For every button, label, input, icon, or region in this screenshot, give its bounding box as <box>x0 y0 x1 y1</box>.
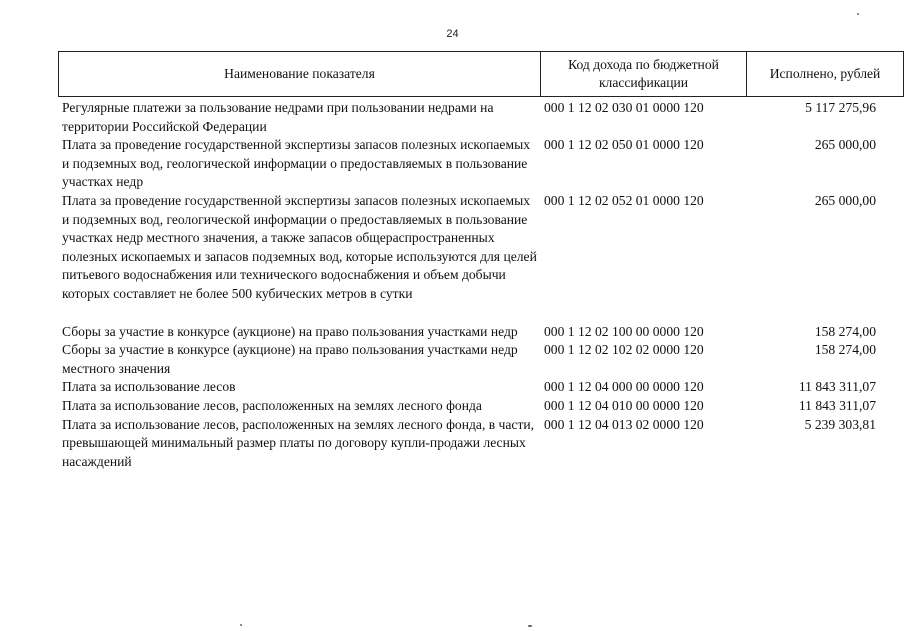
table-body <box>62 99 876 471</box>
row-amount: 158 274,00 <box>814 323 876 339</box>
table-row <box>62 323 876 342</box>
row-spacer <box>62 304 876 323</box>
table-row <box>62 192 876 304</box>
row-name: Плата за использование лесов <box>62 379 236 395</box>
row-code: 000 1 12 04 013 02 0000 120 <box>544 416 704 432</box>
row-name: Сборы за участие в конкурсе (аукционе) на право пользования участками недр <box>62 323 518 339</box>
page-number: 24 <box>446 28 459 40</box>
row-amount: 265 000,00 <box>814 137 876 153</box>
table-row <box>62 397 876 416</box>
table-row <box>62 416 876 472</box>
header-code-line2: классификации <box>598 75 689 90</box>
row-code: 000 1 12 02 052 01 0000 120 <box>544 192 704 208</box>
table-row <box>62 99 876 136</box>
row-code: 000 1 12 02 030 01 0000 120 <box>544 100 704 115</box>
row-code: 000 1 12 02 050 01 0000 120 <box>544 137 704 153</box>
row-name: Плата за использование лесов, расположенных на землях лесного фонда <box>62 397 482 413</box>
scan-speck <box>528 625 532 627</box>
table-header <box>58 51 904 97</box>
row-name: Плата за проведение государственной экспертизы запасов полезных ископаемых и подземных вод, геологической информации о предоставляемых в пользование участках недр <box>62 137 530 190</box>
row-amount: 11 843 311,07 <box>798 397 876 413</box>
row-amount: 5 239 303,81 <box>804 416 876 432</box>
row-name: Плата за проведение государственной экспертизы запасов полезных ископаемых и подземных вод, геологической информации о предоставляемых в пользование участках недр местного значения, а также запасов общераспространенных полезных ископаемых и запасов подземных вод, которые используются для целей питьевого водоснабжения или технического водоснабжения и объем добычи которых составляет не более 500 кубических метров в сутки <box>62 192 537 301</box>
row-code: 000 1 12 02 100 00 0000 120 <box>544 323 704 339</box>
scan-speck <box>240 624 242 626</box>
row-name: Сборы за участие в конкурсе (аукционе) на право пользования участками недр местного значения <box>62 342 518 376</box>
row-code: 000 1 12 04 010 00 0000 120 <box>544 397 704 413</box>
table-row <box>62 136 876 192</box>
table-row <box>62 341 876 378</box>
header-code-column <box>541 52 747 97</box>
header-amount-column: Исполнено, рублей <box>747 52 904 97</box>
row-code: 000 1 12 04 000 00 0000 120 <box>544 379 704 395</box>
row-amount: 11 843 311,07 <box>798 379 876 395</box>
row-name: Плата за использование лесов, расположенных на землях лесного фонда, в части, превышающей минимальный размер платы по договору купли-продажи лесных насаждений <box>62 416 535 469</box>
row-name: Регулярные платежи за пользование недрами при пользовании недрами на территории Российской Федерации <box>62 100 494 134</box>
header-name-column: Наименование показателя <box>59 52 541 97</box>
table-row <box>62 378 876 397</box>
row-code: 000 1 12 02 102 02 0000 120 <box>544 342 704 358</box>
row-amount: 158 274,00 <box>814 342 876 358</box>
row-amount: 5 117 275,96 <box>805 100 876 115</box>
header-code-line1: Код дохода по бюджетной <box>568 57 719 72</box>
scan-speck <box>857 13 859 15</box>
row-amount: 265 000,00 <box>814 192 876 208</box>
